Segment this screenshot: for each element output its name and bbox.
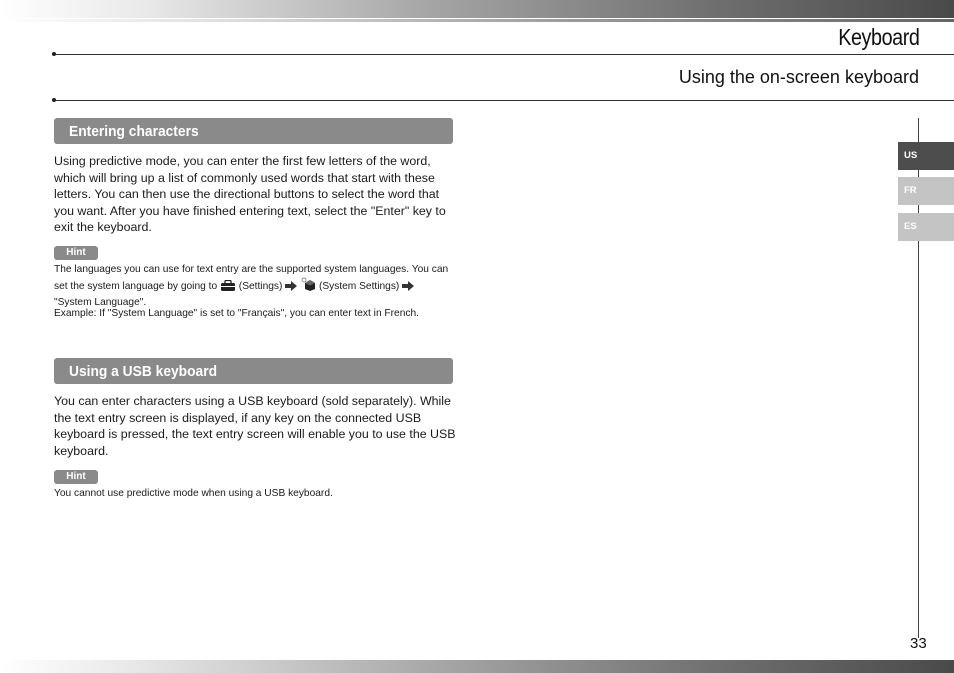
arrow-right-icon (402, 281, 414, 296)
hint-text-usb: You cannot use predictive mode when using a USB keyboard. (54, 488, 333, 499)
hint-text-languages: The languages you can use for text entry are the supported system languages. You can set the system language by going to (Settings) (System Settings) "System Language". (54, 264, 449, 308)
top-gradient-line (0, 19, 954, 22)
section-heading-entering-characters: Entering characters (54, 118, 453, 144)
page-number: 33 (910, 635, 927, 652)
settings-toolbox-icon (220, 280, 236, 296)
section-body-usb-keyboard: You can enter characters using a USB keyboard (sold separately). While the text entry screen is displayed, if any key on the connected USB keyboard is pressed, the text entry screen will enable you to use the USB keyboard. (54, 394, 456, 458)
system-settings-icon (300, 277, 316, 296)
hint-badge: Hint (54, 246, 98, 260)
hint-badge: Hint (54, 470, 98, 484)
section-heading-usb-keyboard: Using a USB keyboard (54, 358, 453, 384)
hint-example-text: Example: If "System Language" is set to "Français", you can enter text in French. (54, 308, 419, 319)
arrow-right-icon (285, 281, 297, 296)
lang-tab-fr[interactable]: FR (898, 177, 954, 205)
page-title: Keyboard (837, 24, 919, 50)
page-subtitle: Using the on-screen keyboard (678, 67, 919, 87)
top-gradient-bar (0, 0, 954, 18)
lang-tab-es[interactable]: ES (898, 213, 954, 241)
bottom-gradient-bar (0, 660, 954, 673)
section-body-entering-characters: Using predictive mode, you can enter the first few letters of the word, which will bring up a list of commonly used words that start with these letters. You can then use the directional buttons to select the word that you want. After you have finished entering text, select the "Enter" key to exit the keyboard. (54, 154, 446, 234)
subtitle-rule (54, 100, 954, 101)
lang-tab-us[interactable]: US (898, 142, 954, 170)
title-rule (54, 54, 954, 55)
